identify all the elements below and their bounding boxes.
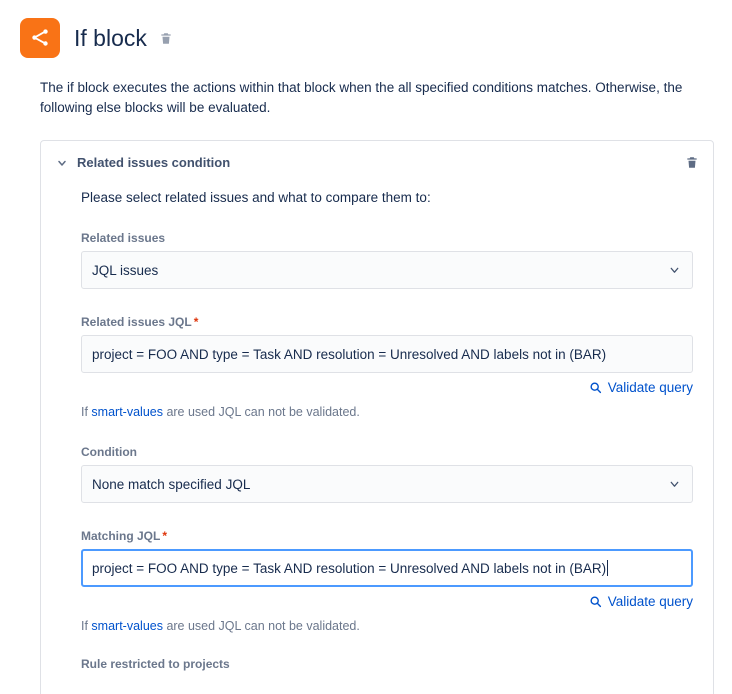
- related-issues-condition-card: [40, 140, 714, 694]
- page-title: If block: [74, 24, 147, 51]
- smart-values-link[interactable]: smart-values: [91, 405, 163, 419]
- related-issues-value: JQL issues: [92, 262, 159, 278]
- search-icon: [589, 595, 602, 608]
- chevron-down-icon: [668, 264, 681, 277]
- matching-jql-label-text: Matching JQL: [81, 529, 161, 543]
- text-cursor: [607, 560, 608, 576]
- related-issues-jql-hint: [81, 405, 693, 419]
- hint-suffix: are used JQL can not be validated.: [162, 405, 360, 419]
- matching-jql-label: [81, 529, 693, 543]
- related-issues-label: Related issues: [81, 231, 166, 245]
- hint-suffix: are used JQL can not be validated.: [162, 619, 360, 633]
- matching-jql-value: project = FOO AND type = Task AND resolution = Unresolved AND labels not in (BAR): [92, 560, 607, 576]
- related-issues-jql-input[interactable]: [81, 335, 693, 373]
- condition-card-title: Related issues condition: [77, 155, 231, 170]
- page-header: [0, 0, 732, 58]
- condition-label: Condition: [81, 445, 137, 459]
- trash-icon[interactable]: [685, 155, 699, 170]
- hint-prefix: If: [81, 405, 92, 419]
- if-block-icon: [20, 18, 60, 58]
- hint-prefix: If: [81, 619, 92, 633]
- field-condition: [81, 445, 693, 503]
- related-issues-jql-validate-row: [81, 380, 693, 395]
- field-related-issues: [81, 231, 693, 289]
- condition-value: None match specified JQL: [92, 476, 251, 492]
- rule-restricted-to-projects-label: Rule restricted to projects: [81, 657, 230, 671]
- related-issues-jql-label-text: Related issues JQL: [81, 315, 192, 329]
- trash-icon[interactable]: [159, 31, 173, 46]
- search-icon: [589, 381, 602, 394]
- chevron-down-icon: [668, 478, 681, 491]
- condition-intro-text: Please select related issues and what to compare them to:: [81, 190, 431, 205]
- matching-jql-input[interactable]: [81, 549, 693, 587]
- field-related-issues-jql: [81, 315, 693, 419]
- related-issues-jql-value: project = FOO AND type = Task AND resolution = Unresolved AND labels not in (BAR): [92, 346, 607, 362]
- chevron-down-icon[interactable]: [55, 156, 69, 170]
- validate-query-link[interactable]: Validate query: [607, 380, 693, 395]
- condition-card-header: [41, 141, 713, 180]
- required-marker: *: [193, 315, 199, 329]
- block-description: The if block executes the actions within that block when the all specified conditions matches. Otherwise, the following else blocks will be evaluated.: [40, 80, 683, 115]
- field-matching-jql: [81, 529, 693, 633]
- related-issues-select[interactable]: [81, 251, 693, 289]
- smart-values-link[interactable]: smart-values: [91, 619, 163, 633]
- required-marker: *: [162, 529, 168, 543]
- matching-jql-hint: [81, 619, 693, 633]
- condition-card-body: [41, 190, 713, 671]
- validate-query-link[interactable]: Validate query: [607, 594, 693, 609]
- condition-select[interactable]: [81, 465, 693, 503]
- related-issues-jql-label: [81, 315, 693, 329]
- matching-jql-validate-row: [81, 594, 693, 609]
